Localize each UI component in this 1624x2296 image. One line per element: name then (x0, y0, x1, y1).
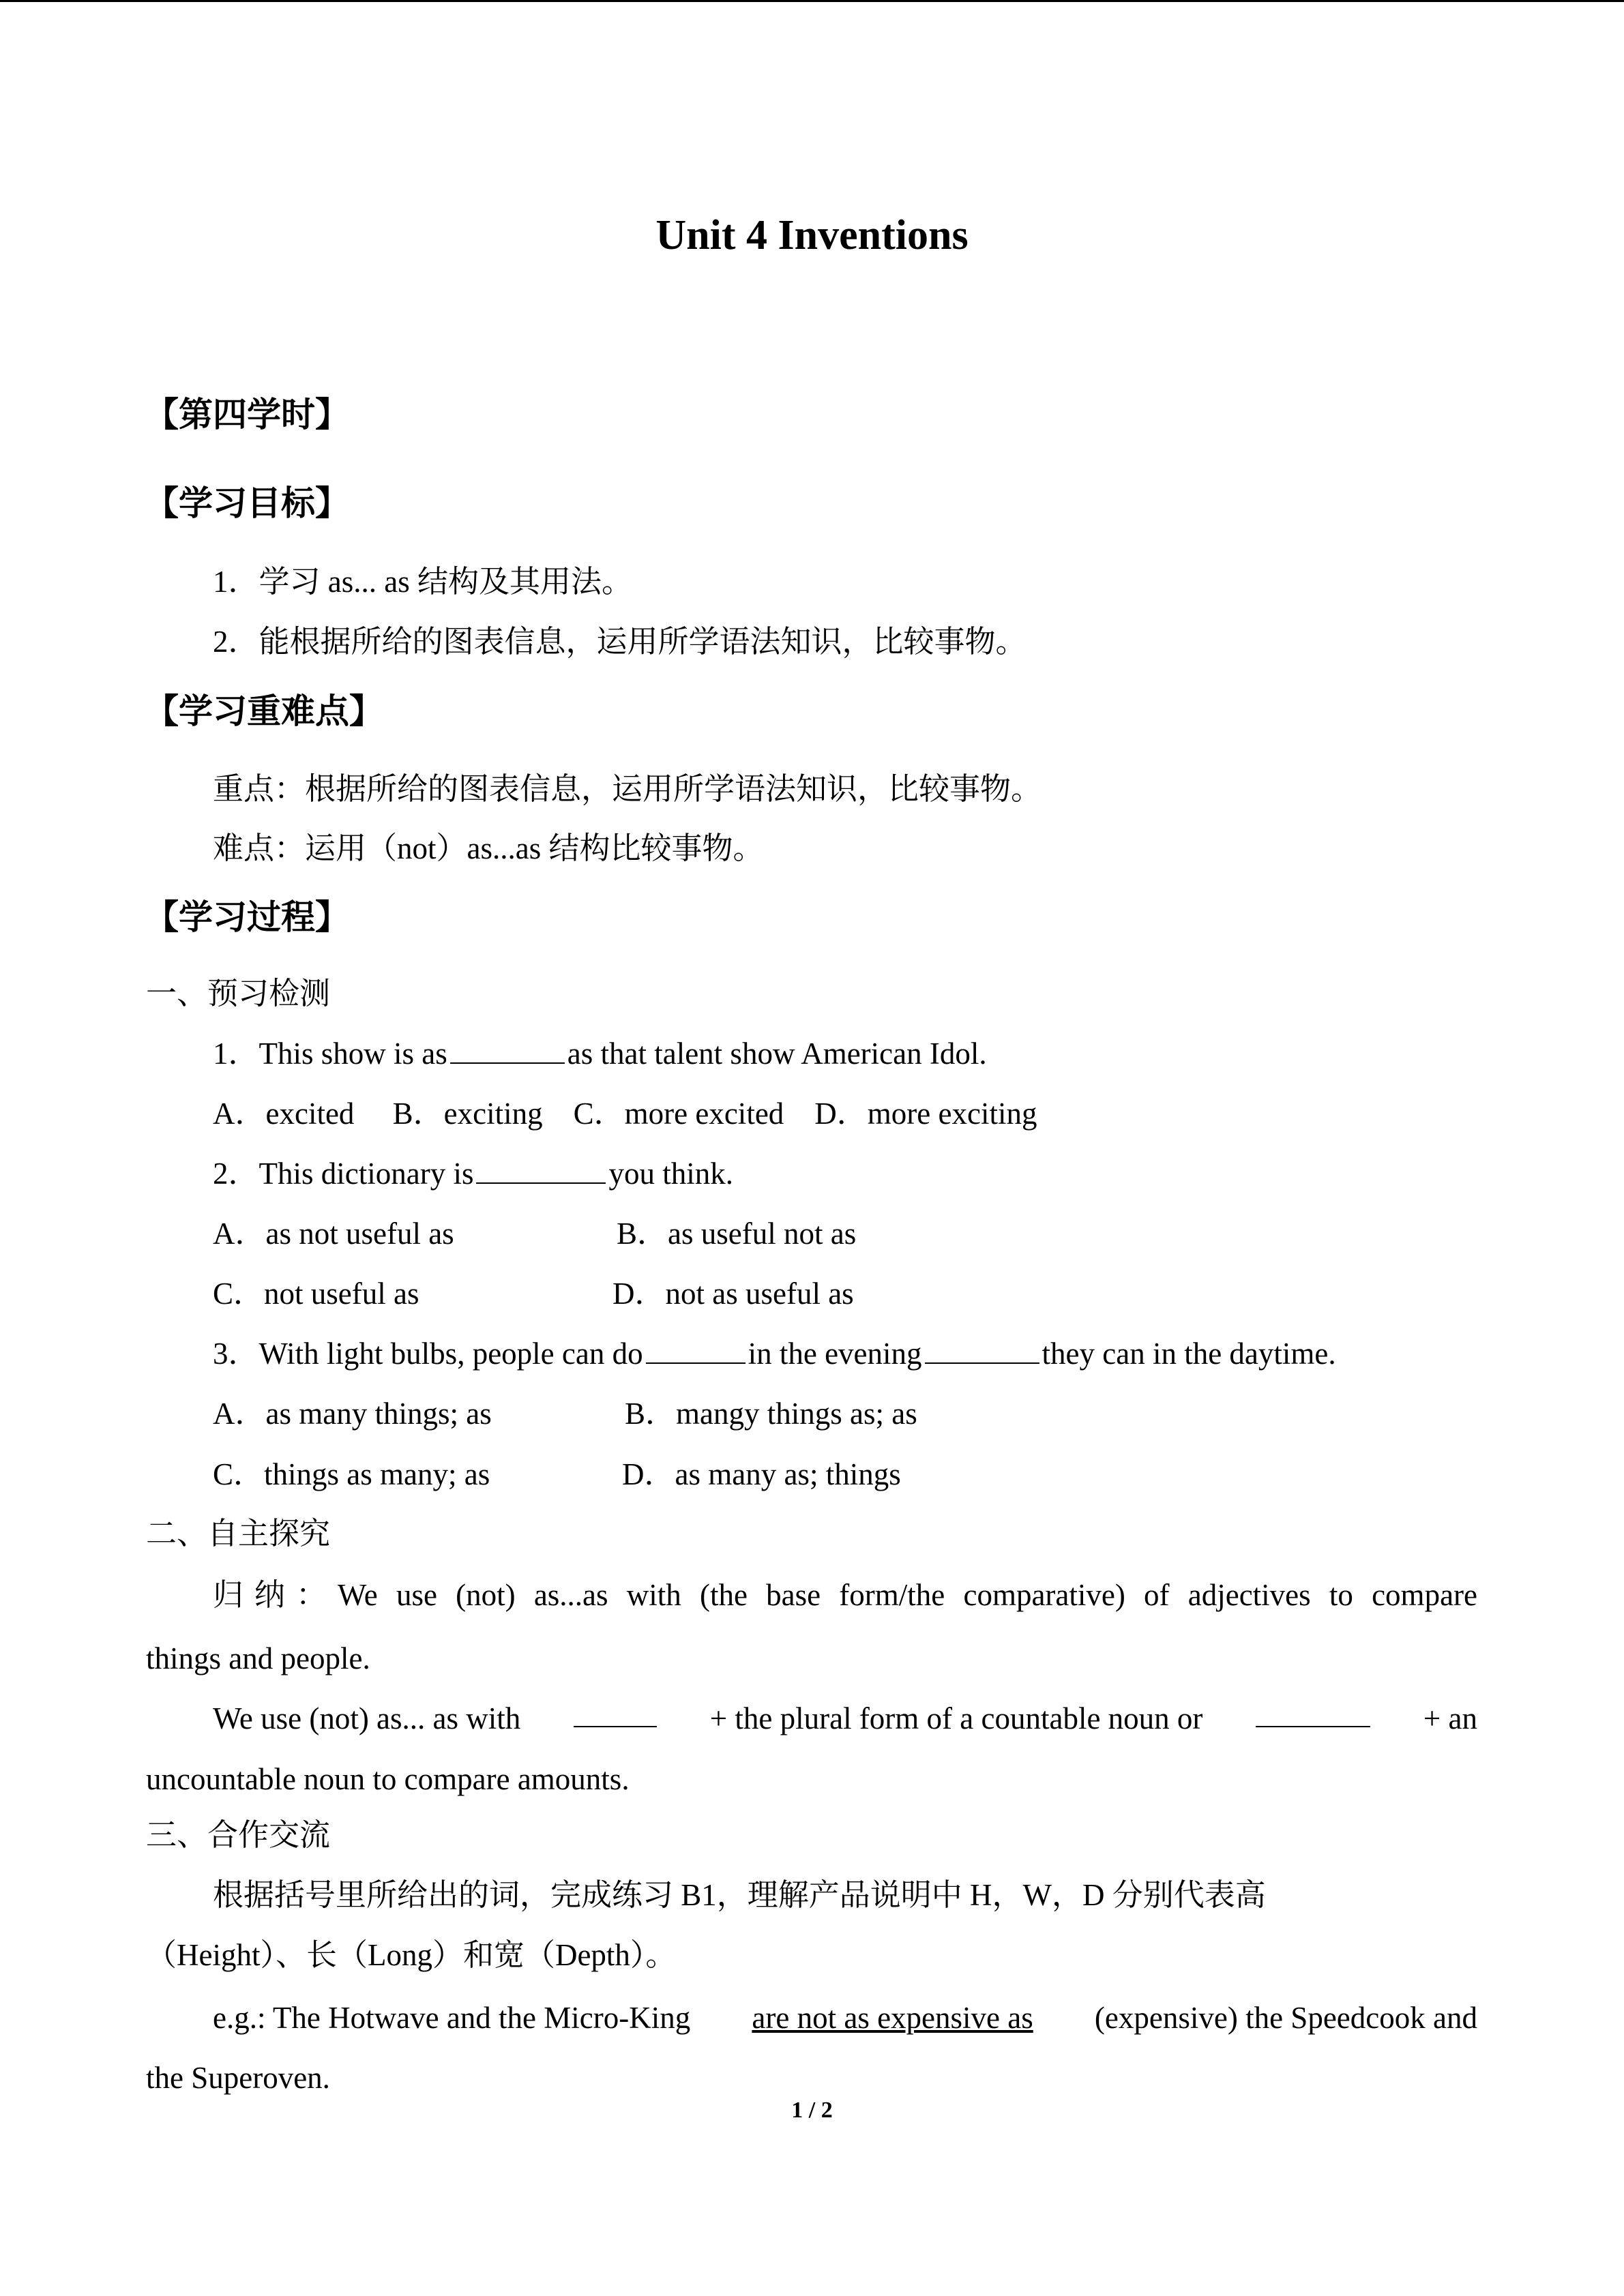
usage-line-2: uncountable noun to compare amounts. (146, 1762, 630, 1796)
question-1: 1．This show is as as that talent show American Idol. (213, 1037, 987, 1071)
page-title: Unit 4 Inventions (655, 212, 969, 258)
question-2-option-d: D．not as useful as (612, 1277, 854, 1311)
example-line-1: e.g.: The Hotwave and the Micro-King are not as expensive as (expensive) the Speedcook and (213, 1998, 1477, 2038)
objective-item-1: 1．学习 as... as 结构及其用法。 (213, 565, 632, 599)
usage-line-1: We use (not) as... as with + the plural form of a countable noun or + an (213, 1699, 1477, 1738)
part2-title: 二、自主探究 (146, 1517, 331, 1551)
answer-blank[interactable] (1256, 1699, 1370, 1727)
part1-title: 一、预习检测 (146, 976, 331, 1011)
answer-blank[interactable] (646, 1335, 745, 1364)
question-3: 3．With light bulbs, people can do in the evening they can in the daytime. (213, 1337, 1336, 1371)
question-3-option-a: A．as many things; as (213, 1397, 492, 1431)
process-heading: 【学习过程】 (145, 897, 349, 937)
question-1-options: A．excited B．exciting C．more excited D．more exciting (213, 1097, 1037, 1131)
question-2-option-a: A．as not useful as (213, 1217, 454, 1251)
objective-item-2: 2．能根据所给的图表信息，运用所学语法知识，比较事物。 (213, 625, 1027, 659)
question-2-option-b: B．as useful not as (617, 1217, 857, 1251)
question-3-option-d: D．as many as; things (622, 1457, 901, 1491)
example-line-2: the Superoven. (146, 2061, 330, 2095)
answer-blank[interactable] (574, 1699, 657, 1727)
instruction-line-1: 根据括号里所给出的词，完成练习 B1，理解产品说明中 H，W，D 分别代表高 (213, 1878, 1266, 1912)
page-number: 1 / 2 (791, 2098, 833, 2123)
question-2-option-c: C．not useful as (213, 1277, 419, 1311)
summary-line-1: 归纳：We use (not) as...as with (the base form/the comparative) of adjectives to compare (213, 1578, 1477, 1612)
question-2: 2．This dictionary is you think. (213, 1157, 733, 1191)
difficulty-text: 难点：运用（not）as...as 结构比较事物。 (213, 831, 764, 865)
answer-blank[interactable] (476, 1155, 606, 1184)
question-3-option-c: C．things as many; as (213, 1457, 490, 1491)
objectives-heading: 【学习目标】 (145, 483, 349, 523)
answer-blank[interactable] (925, 1335, 1039, 1364)
question-3-option-b: B．mangy things as; as (625, 1397, 917, 1431)
instruction-line-2: （Height）、长（Long）和宽（Depth）。 (146, 1938, 677, 1972)
example-answer: are not as expensive as (752, 2001, 1033, 2035)
answer-blank[interactable] (450, 1035, 565, 1064)
part3-title: 三、合作交流 (146, 1818, 331, 1852)
top-border (0, 0, 1624, 2)
focus-text: 重点：根据所给的图表信息，运用所学语法知识，比较事物。 (213, 772, 1042, 806)
summary-line-2: things and people. (146, 1641, 370, 1675)
lesson-heading: 【第四学时】 (145, 395, 349, 434)
key-points-heading: 【学习重难点】 (145, 691, 383, 731)
